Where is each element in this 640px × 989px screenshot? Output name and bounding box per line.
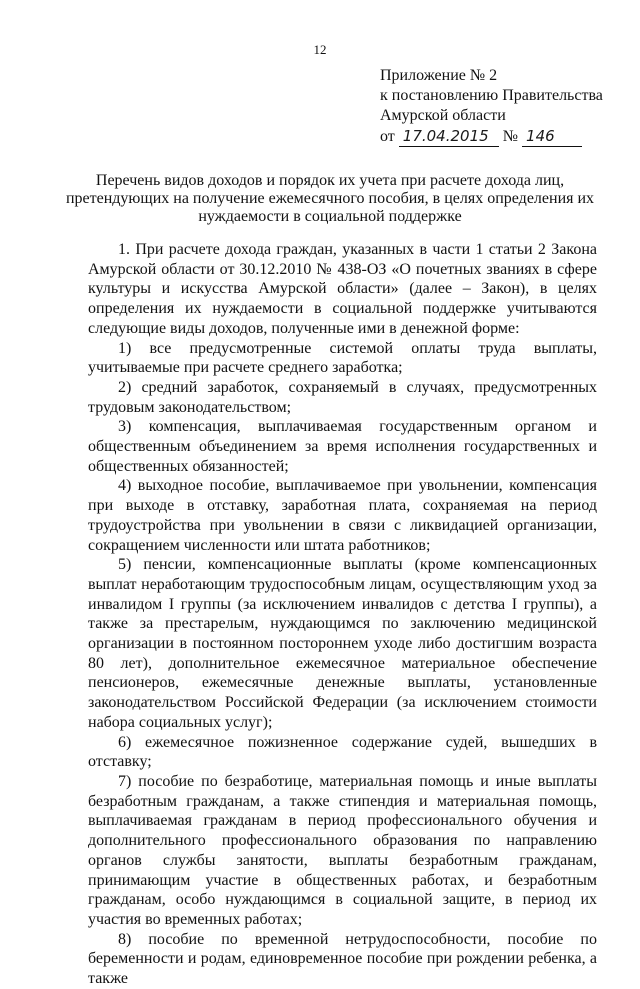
list-item-6: 6) ежемесячное пожизненное содержание судей, вышедших в отставку; (88, 733, 597, 771)
list-item-3: 3) компенсация, выплачиваемая государственным органом и общественным объединением за время исполнения государственных и общественных обязанностей; (88, 418, 597, 475)
list-item-7: 7) пособие по безработице, материальная помощь и иные выплаты безработным гражданам, а также стипендия и материальная помощь, выплачиваемая гражданам в период профессионального обучения и дополнительного профессионального образования по направлению органов службы занятости, выплаты безработным гражданам, принимающим участие в общественных работах, и безработным гражданам, особо нуждающимся в социальной защите, в период их участия во временных работах; (88, 772, 597, 928)
list-item-4: 4) выходное пособие, выплачиваемое при увольнении, компенсация при выходе в отставку, заработная плата, сохраняемая на период трудоустройства при увольнении в связи с ликвидацией организации, сокращением численности или штата работников; (88, 477, 597, 554)
list-item-8: 8) пособие по временной нетрудоспособности, пособие по беременности и родам, единовременное пособие при рождении ребенка, а также (88, 930, 597, 988)
number-label: № (502, 128, 519, 145)
page-number: 12 (313, 42, 327, 57)
appendix-title: Приложение № 2 (380, 67, 498, 84)
paragraph-1: 1. При расчете дохода граждан, указанных в части 1 статьи 2 Закона Амурской области от 30.12.2010 № 438-ОЗ «О почетных званиях в сфере культуры и искусства Амурской области» (далее – Закон), в целях определения их нуждаемости в социальной поддержке учитываются следующие виды доходов, полученные ими в денежной форме: (88, 241, 597, 337)
document-title: Перечень видов доходов и порядок их учета при расчете дохода лиц, претендующих на получение ежемесячного пособия, в целях определения их нуждаемости в социальной поддержке (65, 172, 595, 225)
list-item-5: 5) пенсии, компенсационные выплаты (кроме компенсационных выплат неработающим трудоспособным лицам, осуществляющим уход за инвалидом I группы (за исключением инвалидов с детства I группы), а также за престарелым, нуждающимся по заключению медицинской организации в постоянном постороннем уходе либо достигшим возраста 80 лет), дополнительное ежемесячное материальное обеспечение пенсионеров, ежемесячные денежные выплаты, установленные законодательством Российской Федерации (за исключением стоимости набора социальных услуг); (88, 556, 597, 731)
document-body (88, 240, 597, 989)
list-item-2: 2) средний заработок, сохраняемый в случаях, предусмотренных трудовым законодательством; (88, 378, 597, 416)
appendix-region: Амурской области (380, 107, 506, 124)
appendix-reference: к постановлению Правительства (380, 87, 603, 104)
appendix-header (380, 66, 603, 147)
appendix-date-number (380, 126, 603, 147)
handwritten-number: 146 (522, 126, 582, 147)
handwritten-date: 17.04.2015 (399, 126, 499, 147)
from-label: от (380, 128, 395, 145)
list-item-1: 1) все предусмотренные системой оплаты труда выплаты, учитываемые при расчете среднего заработка; (88, 339, 597, 377)
